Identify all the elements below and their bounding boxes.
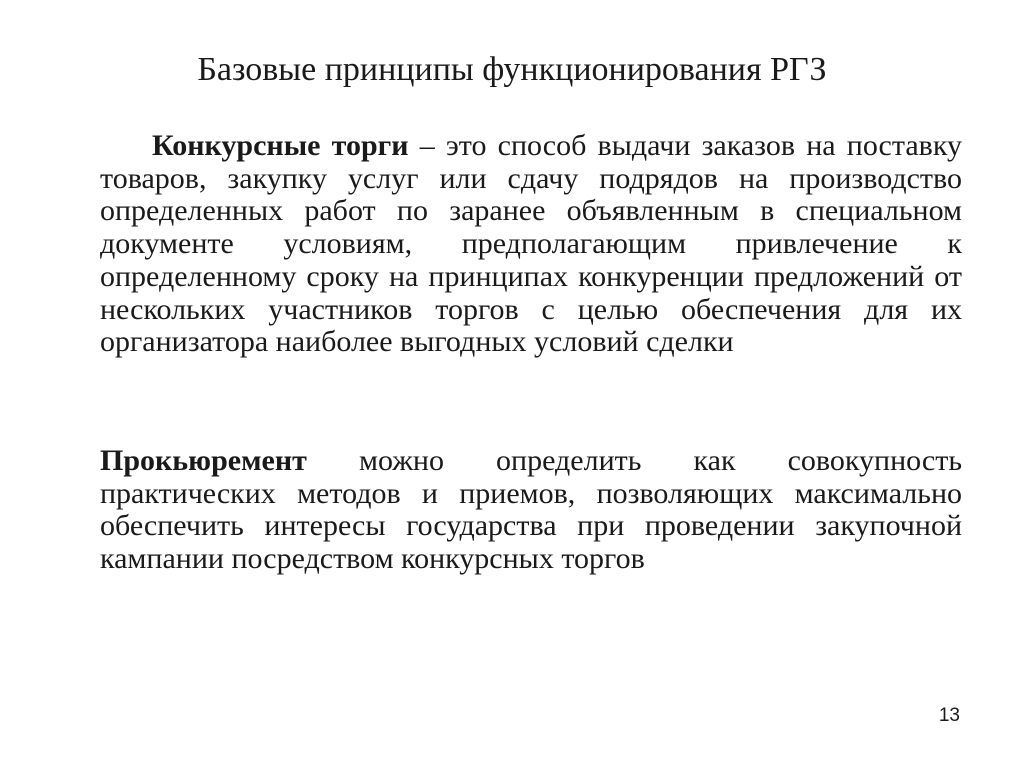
definition-paragraph-tenders <box>100 130 962 359</box>
definition-paragraph-procurement <box>100 445 962 576</box>
slide-title: Базовые принципы функционирования РГЗ <box>197 51 827 88</box>
term-tenders: Конкурсные торги <box>152 129 409 162</box>
definition-text-procurement: можно определить как совокупность практических методов и приемов, позволяющих максимально обеспечить интересы государства при проведении закупочной кампании посредством конкурсных торгов <box>100 444 962 576</box>
definition-text-tenders: – это способ выдачи заказов на поставку товаров, закупку услуг или сдачу подрядов на производство определенных работ по заранее объявленным в специальном документе условиям, предполагающим привлечение к определенному сроку на принципах конкуренции предложений от нескольких участников торгов с целью обеспечения для их организатора наиболее выгодных условий сделки <box>100 129 962 359</box>
term-procurement: Прокьюремент <box>100 444 307 477</box>
page-number: 13 <box>938 705 960 726</box>
